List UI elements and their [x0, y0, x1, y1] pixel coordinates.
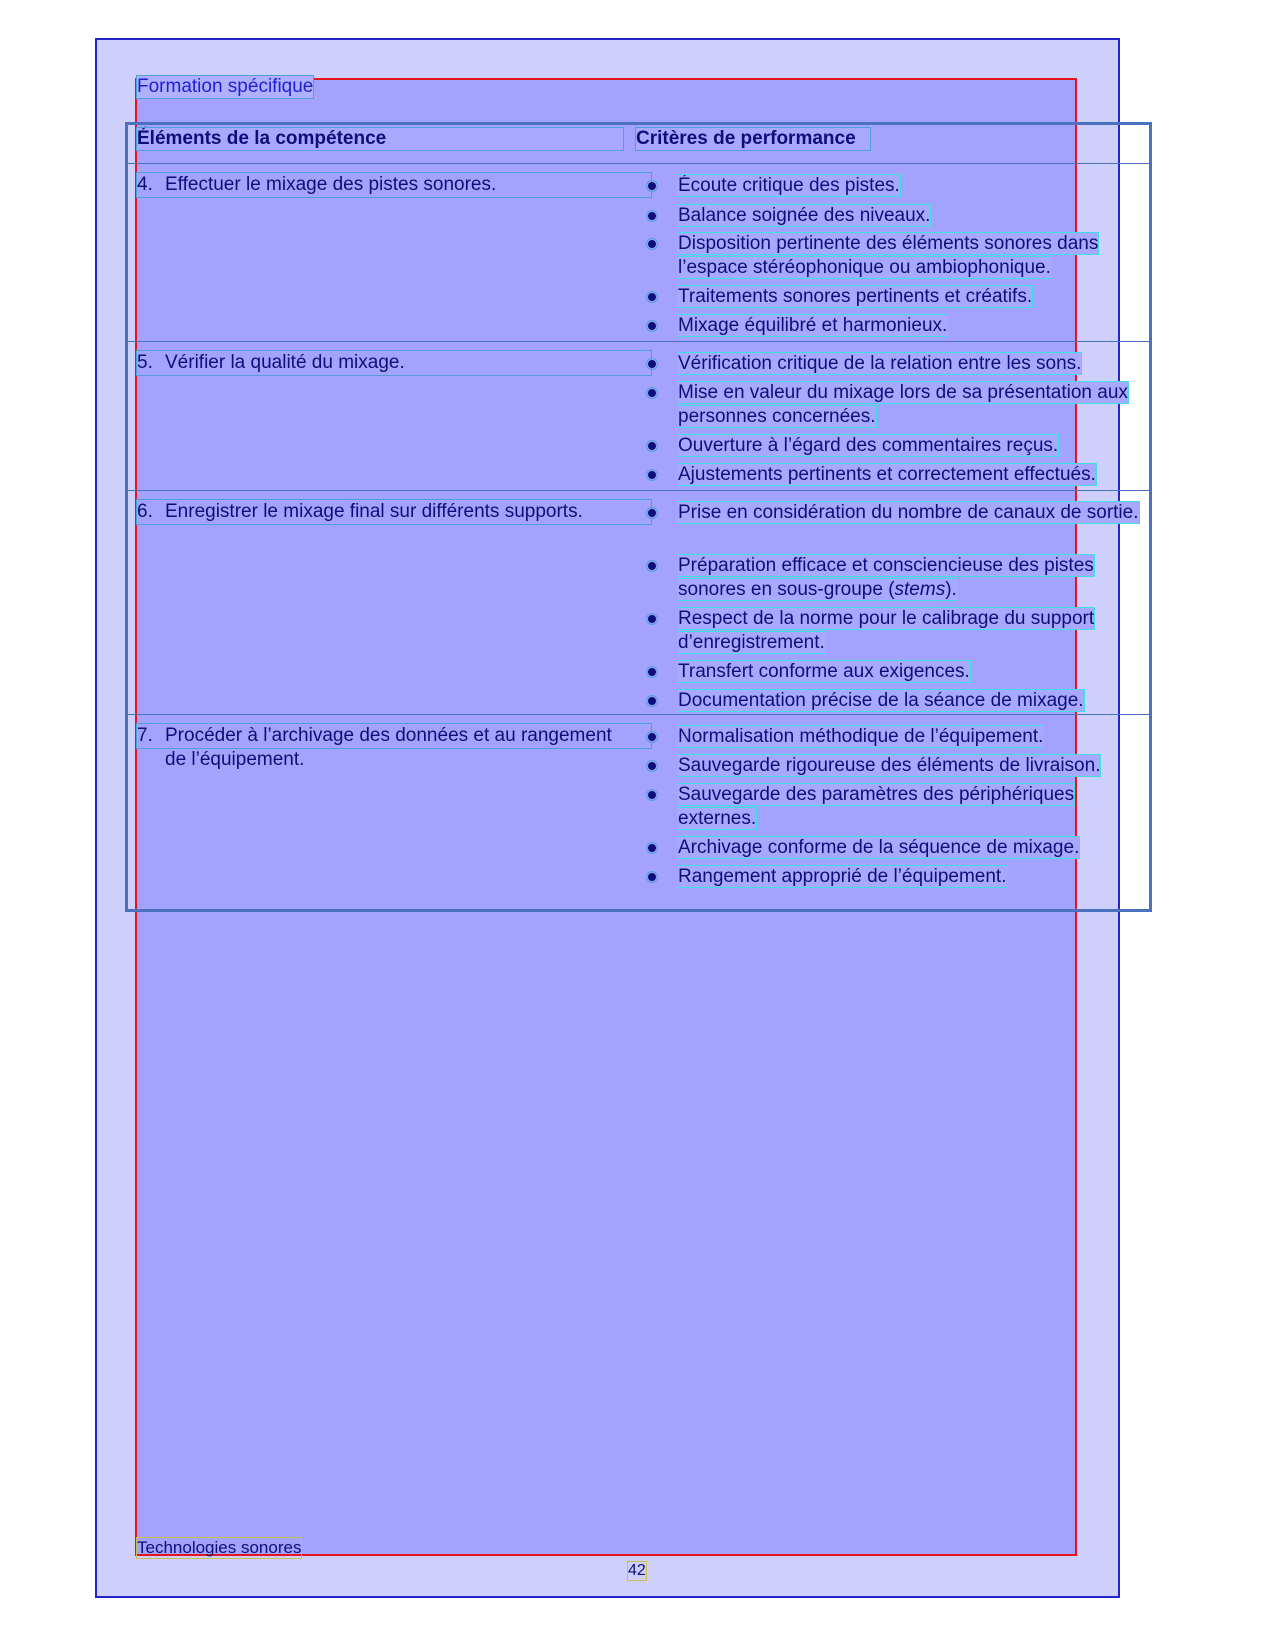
- row-divider: [125, 490, 1152, 491]
- element-text: Effectuer le mixage des pistes sonores.: [165, 174, 497, 195]
- bullet-icon: [648, 615, 656, 623]
- element-number: 6.: [137, 501, 153, 522]
- criterion-text: Ajustements pertinents et correctement effectués.: [678, 464, 1096, 485]
- element-text: Enregistrer le mixage final sur différents supports.: [165, 501, 583, 522]
- bullet-icon: [648, 562, 656, 570]
- bullet-icon: [648, 322, 656, 330]
- criterion-text: Traitements sonores pertinents et créatifs.: [678, 286, 1033, 307]
- bullet-icon: [648, 762, 656, 770]
- bullet-icon: [648, 509, 656, 517]
- element-number: 5.: [137, 352, 153, 373]
- criterion-text: Ouverture à l’égard des commentaires reçus.: [678, 435, 1059, 456]
- criterion-text: Sauvegarde des paramètres des périphériques externes.: [678, 784, 1075, 829]
- row-divider: [125, 714, 1152, 715]
- criterion-text: Prise en considération du nombre de canaux de sortie.: [678, 502, 1139, 523]
- criterion-text: Disposition pertinente des éléments sonores dans l’espace stéréophonique ou ambiophonique.: [678, 233, 1099, 278]
- criterion-text: Transfert conforme aux exigences.: [678, 661, 970, 682]
- element-number: 4.: [137, 174, 153, 195]
- element-text: Vérifier la qualité du mixage.: [165, 352, 405, 373]
- header-criteres: Critères de performance: [636, 128, 870, 150]
- bullet-icon: [648, 471, 656, 479]
- footer-program: Technologies sonores: [137, 1538, 302, 1557]
- criterion-text: Préparation efficace et consciencieuse des pistes sonores en sous-groupe (stems).: [678, 555, 1094, 600]
- criterion-text: Normalisation méthodique de l’équipement.: [678, 726, 1044, 747]
- bullet-icon: [648, 844, 656, 852]
- criterion-text: Vérification critique de la relation entre les sons.: [678, 353, 1082, 374]
- criterion-text: Mixage équilibré et harmonieux.: [678, 315, 948, 336]
- bullet-icon: [648, 697, 656, 705]
- bullet-icon: [648, 668, 656, 676]
- bullet-icon: [648, 212, 656, 220]
- bullet-icon: [648, 360, 656, 368]
- bullet-icon: [648, 873, 656, 881]
- bullet-icon: [648, 442, 656, 450]
- bullet-icon: [648, 293, 656, 301]
- page-number: 42: [628, 1562, 646, 1579]
- criterion-text: Sauvegarde rigoureuse des éléments de livraison.: [678, 755, 1101, 776]
- row-divider: [125, 163, 1152, 164]
- bullet-icon: [648, 182, 656, 190]
- criterion-text: Mise en valeur du mixage lors de sa présentation aux personnes concernées.: [678, 382, 1128, 427]
- bullet-icon: [648, 733, 656, 741]
- bullet-icon: [648, 791, 656, 799]
- criterion-text: Documentation précise de la séance de mixage.: [678, 690, 1084, 711]
- criterion-text: Rangement approprié de l’équipement.: [678, 866, 1007, 887]
- header-elements: Éléments de la compétence: [137, 128, 623, 150]
- bullet-icon: [648, 240, 656, 248]
- criterion-text: Respect de la norme pour le calibrage du support d’enregistrement.: [678, 608, 1095, 653]
- element-number: 7.: [137, 725, 153, 746]
- criterion-text: Écoute critique des pistes.: [678, 175, 900, 196]
- element-text: Procéder à l’archivage des données et au rangement de l’équipement.: [165, 725, 612, 770]
- row-divider: [125, 341, 1152, 342]
- bullet-icon: [648, 389, 656, 397]
- criterion-text: Balance soignée des niveaux.: [678, 205, 931, 226]
- section-title: Formation spécifique: [137, 76, 314, 97]
- criterion-text: Archivage conforme de la séquence de mixage.: [678, 837, 1080, 858]
